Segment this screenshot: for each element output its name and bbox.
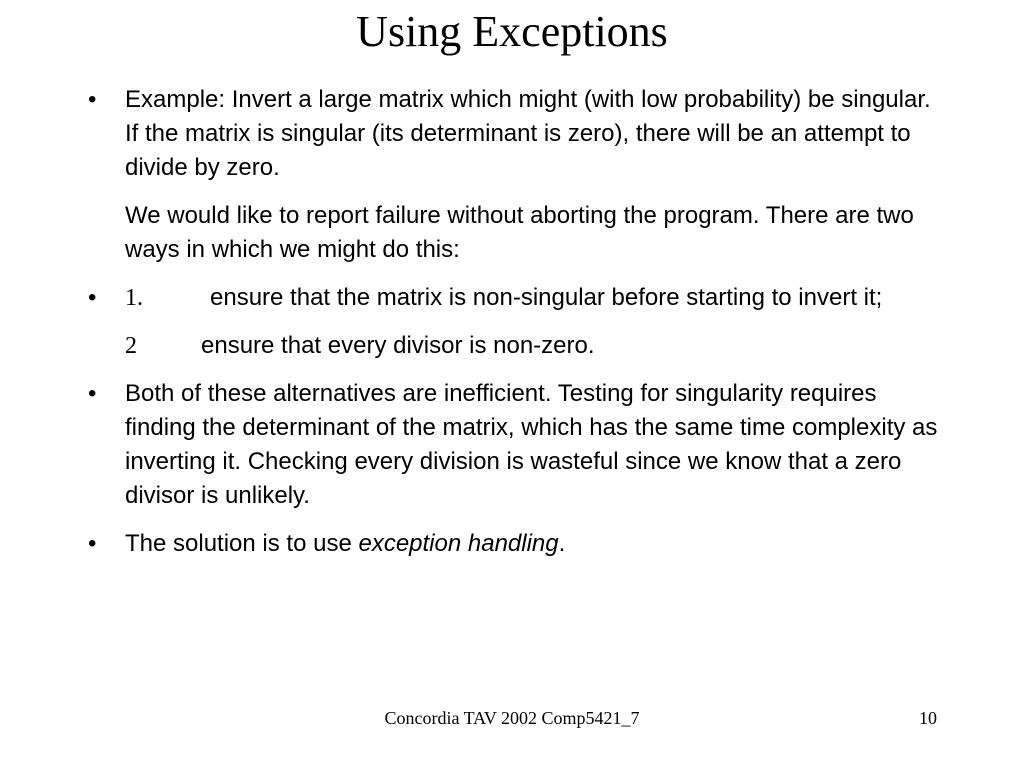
page-number: 10 [919, 708, 937, 728]
bullet-marker: • [88, 284, 97, 311]
bullet-item-inefficient [88, 377, 948, 513]
bullet-marker: • [88, 380, 97, 407]
continuation-text: We would like to report failure without aborting the program. There are two ways in which we might do this: [125, 202, 914, 263]
list-number: 2 [125, 333, 137, 359]
slide-body [88, 83, 948, 575]
list-number: 1. [125, 285, 143, 311]
bullet-text: ensure that the matrix is non-singular before starting to invert it; [210, 284, 883, 311]
bullet-text: Example: Invert a large matrix which might (with low probability) be singular. If the matrix is singular (its determinant is zero), there will be an attempt to divide by zero. [125, 86, 931, 181]
option-two-paragraph [88, 329, 948, 363]
slide-title: Using Exceptions [356, 7, 668, 56]
bullet-marker: • [88, 530, 97, 557]
emphasis-text: exception handling [358, 530, 559, 557]
bullet-marker: • [88, 86, 97, 113]
continuation-paragraph [88, 199, 948, 267]
bullet-item-option-one [88, 281, 948, 315]
bullet-item-solution [88, 527, 948, 561]
bullet-text: Both of these alternatives are inefficient. Testing for singularity requires finding the determinant of the matrix, which has the same time complexity as inverting it. Checking every division is wasteful since we know that a zero divisor is unlikely. [125, 380, 938, 509]
footer-course-label: Concordia TAV 2002 Comp5421_7 [384, 708, 640, 728]
option-two-text: ensure that every divisor is non-zero. [201, 332, 595, 359]
bullet-item-example [88, 83, 948, 185]
solution-text-after: . [558, 530, 566, 557]
solution-text-before: The solution is to use [125, 530, 359, 557]
